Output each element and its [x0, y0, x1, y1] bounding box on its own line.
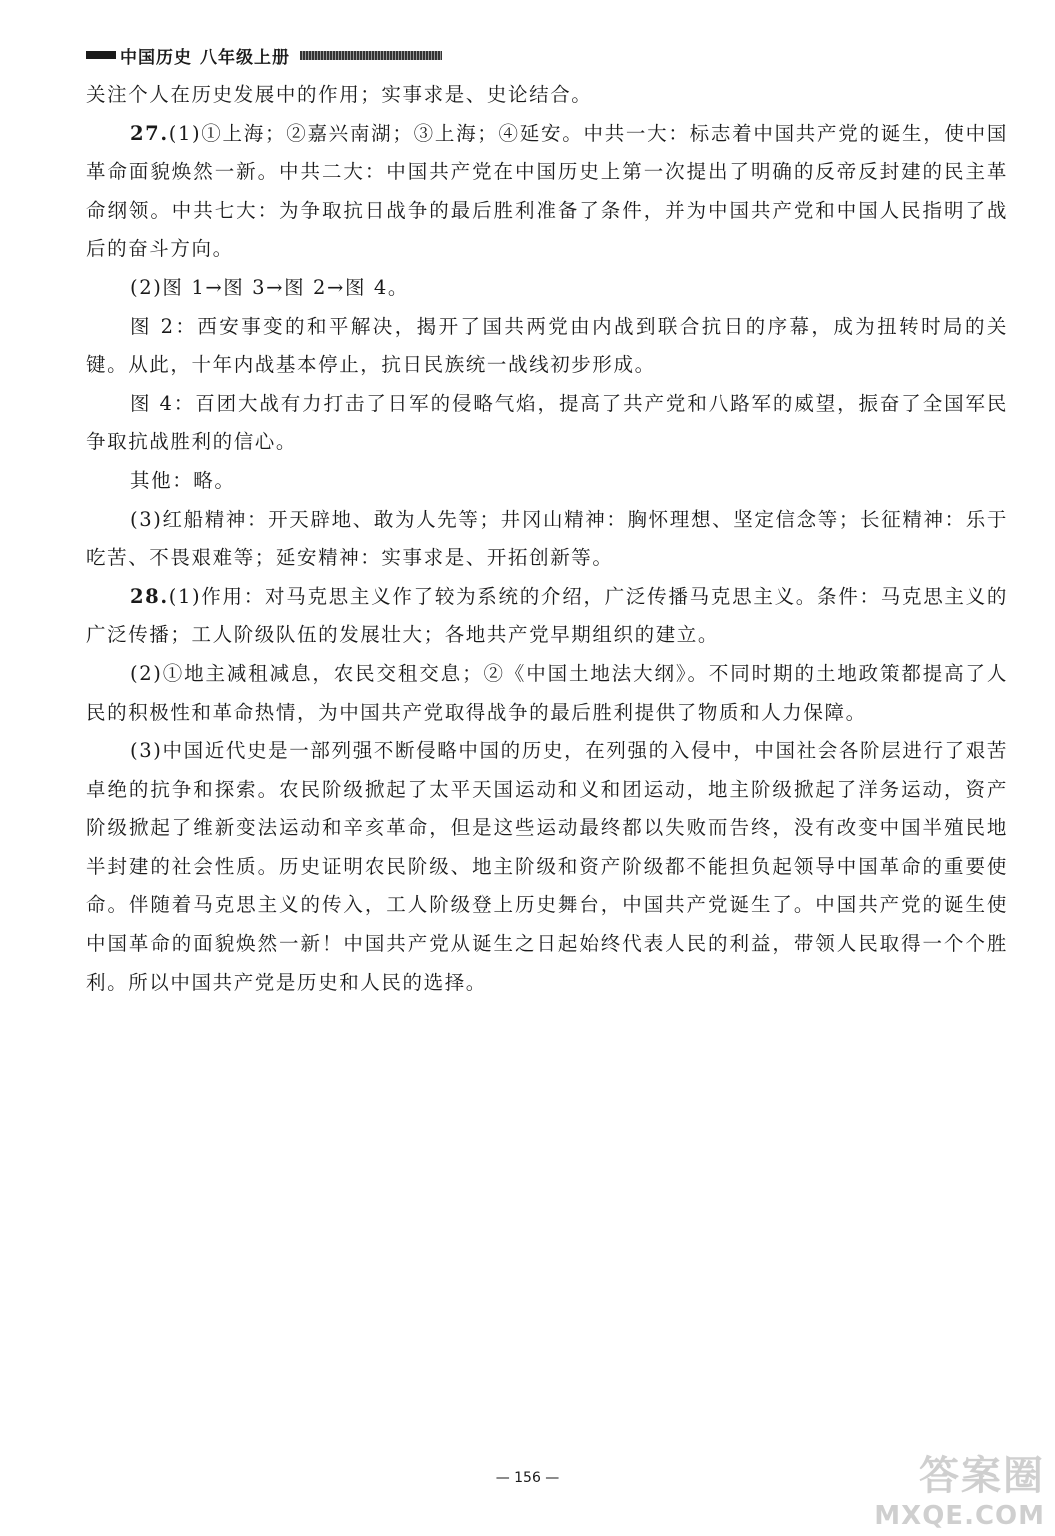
watermark-logo — [855, 1444, 1045, 1532]
answer-body — [86, 76, 1008, 1002]
paragraph-text: (1)①上海；②嘉兴南湖；③上海；④延安。中共一大：标志着中国共产党的诞生，使中国革命面貌焕然一新。中共二大：中国共产党在中国历史上第一次提出了明确的反帝反封建的民主革命纲领。中共七大：为争取抗日战争的最后胜利准备了条件，并为中国共产党和中国人民指明了战后的奋斗方向。 — [86, 121, 1008, 261]
paragraph-text: (3)中国近代史是一部列强不断侵略中国的历史，在列强的入侵中，中国社会各阶层进行了艰苦卓绝的抗争和探索。农民阶级掀起了太平天国运动和义和团运动，地主阶级掀起了洋务运动，资产阶级掀起了维新变法运动和辛亥革命，但是这些运动最终都以失败而告终，没有改变中国半殖民地半封建的社会性质。历史证明农民阶级、地主阶级和资产阶级都不能担负起领导中国革命的重要使命。伴随着马克思主义的传入，工人阶级登上历史舞台，中国共产党诞生了。中国共产党的诞生使中国革命的面貌焕然一新！中国共产党从诞生之日起始终代表人民的利益，带领人民取得一个个胜利。所以中国共产党是历史和人民的选择。 — [86, 739, 1008, 994]
paragraph — [86, 462, 1008, 501]
question-number: 27. — [130, 121, 169, 145]
paragraph — [86, 578, 1008, 655]
question-number: 28. — [130, 584, 169, 608]
page-number: — 156 — — [495, 1470, 560, 1486]
paragraph-text: (3)红船精神：开天辟地、敢为人先等；井冈山精神：胸怀理想、坚定信念等；长征精神：乐于吃苦、不畏艰难等；延安精神：实事求是、开拓创新等。 — [86, 507, 1008, 570]
header-title: 中国历史 — [120, 47, 192, 68]
header-subtitle: 八年级上册 — [200, 47, 290, 68]
watermark-url: MXQE.COM — [874, 1501, 1045, 1531]
paragraph-text: 关注个人在历史发展中的作用；实事求是、史论结合。 — [86, 83, 593, 106]
paragraph-text: 其他：略。 — [130, 468, 236, 492]
paragraph-text: 图 2：西安事变的和平解决，揭开了国共两党由内战到联合抗日的序幕，成为扭转时局的关键。从此，十年内战基本停止，抗日民族统一战线初步形成。 — [86, 314, 1008, 377]
paragraph — [86, 655, 1008, 732]
paragraph-text: 图 4：百团大战有力打击了日军的侵略气焰，提高了共产党和八路军的威望，振奋了全国军民争取抗战胜利的信心。 — [86, 391, 1008, 454]
running-header — [86, 44, 442, 66]
paragraph — [86, 732, 1008, 1002]
paragraph — [86, 115, 1008, 269]
watermark-text: 答案圈 — [919, 1453, 1045, 1499]
paragraph — [86, 269, 1008, 308]
paragraph — [86, 385, 1008, 462]
paragraph-text: (2)图 1→图 3→图 2→图 4。 — [130, 275, 409, 299]
paragraph-text: (1)作用：对马克思主义作了较为系统的介绍，广泛传播马克思主义。条件：马克思主义的广泛传播；工人阶级队伍的发展壮大；各地共产党早期组织的建立。 — [86, 584, 1008, 647]
paragraph — [86, 501, 1008, 578]
header-bar-right — [300, 51, 442, 60]
paragraph-text: (2)①地主减租减息，农民交租交息；②《中国土地法大纲》。不同时期的土地政策都提高了人民的积极性和革命热情，为中国共产党取得战争的最后胜利提供了物质和人力保障。 — [86, 661, 1008, 724]
paragraph — [86, 308, 1008, 385]
header-bar-left — [86, 51, 116, 59]
paragraph — [86, 76, 1008, 115]
